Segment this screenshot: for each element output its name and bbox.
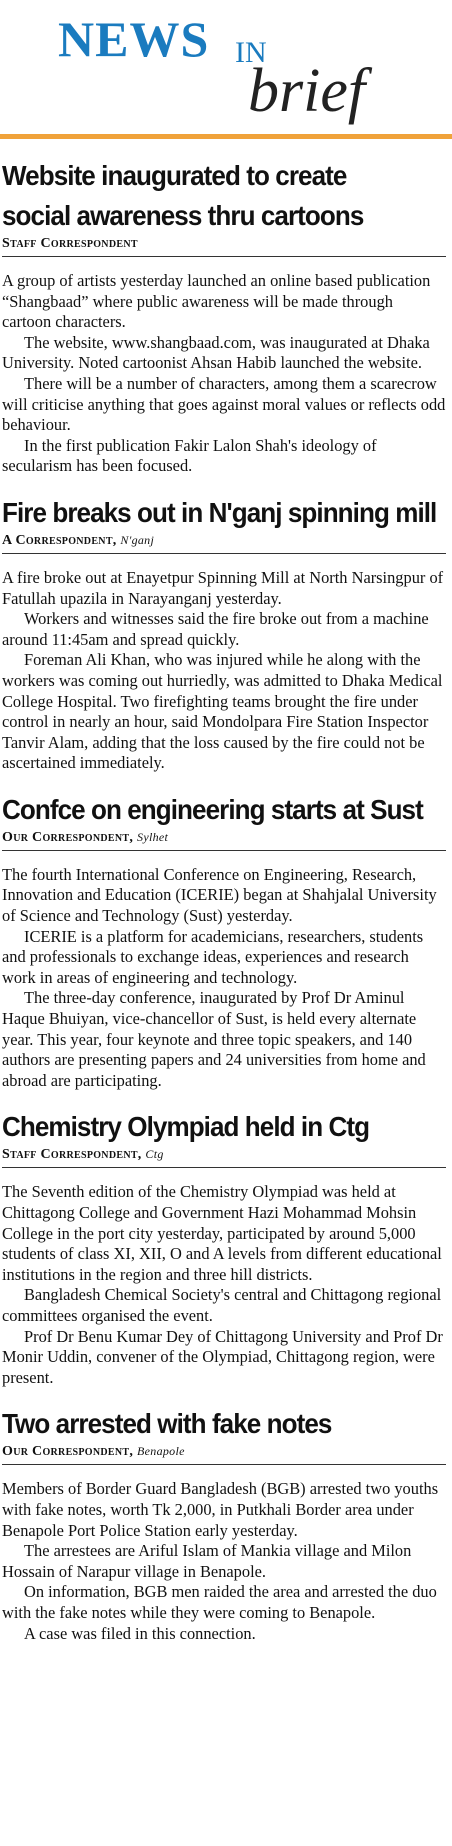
headline-line-1: Chemistry Olympiad held in Ctg — [2, 1111, 370, 1143]
byline — [2, 236, 446, 257]
byline — [2, 533, 446, 554]
byline — [2, 830, 446, 851]
byline-author: Staff Correspondent, — [2, 1147, 142, 1163]
masthead-news: NEWS — [58, 11, 210, 67]
byline-author: Staff Correspondent — [2, 236, 138, 251]
article-paragraph: Prof Dr Benu Kumar Dey of Chittagong University and Prof Dr Monir Uddin, convener of the Olympiad, Chittagong region, were present. — [2, 1326, 443, 1387]
byline-place: Sylhet — [137, 829, 169, 844]
article-paragraph: A case was filed in this connection. — [24, 1623, 256, 1643]
byline — [2, 1147, 446, 1168]
masthead-rule — [0, 134, 452, 139]
headline-line-1: Fire breaks out in N'ganj spinning mill — [2, 496, 437, 528]
masthead-in: IN — [235, 36, 267, 69]
article-paragraph: A fire broke out at Enayetpur Spinning Mill at North Narsingpur of Fatullah upazila in Narayanganj yesterday. — [2, 567, 444, 608]
article-paragraph: A group of artists yesterday launched an online based publication “Shangbaad” where public awareness will be made through cartoon characters. — [2, 271, 431, 332]
article-paragraph: On information, BGB men raided the area and arrested the duo with the fake notes while they were coming to Benapole. — [2, 1582, 437, 1622]
byline-author: A Correspondent, — [2, 532, 117, 548]
article-paragraph: Bangladesh Chemical Society's central and Chittagong regional committees organised the event. — [2, 1285, 442, 1325]
byline-author: Our Correspondent, — [2, 1444, 134, 1460]
article-paragraph: The three-day conference, inaugurated by Prof Dr Aminul Haque Bhuiyan, vice-chancellor of Sust, is held every alternate year. This year, four keynote and three topic speakers, and 140 authors are presenting papers and 24 universities from home and abroad are participating. — [2, 988, 426, 1090]
headline-line-1: Two arrested with fake notes — [2, 1408, 332, 1440]
article-paragraph: ICERIE is a platform for academicians, researchers, students and professionals to exchange ideas, experiences and research work in areas of engineering and technology. — [2, 926, 424, 987]
article-paragraph: Workers and witnesses said the fire broke out from a machine around 11:45am and spread quickly. — [2, 609, 429, 649]
article-paragraph: Members of Border Guard Bangladesh (BGB) arrested two youths with fake notes, worth Tk 2,000, in Putkhali Border area under Benapole Port Police Station early yesterday. — [2, 1479, 439, 1540]
byline-place: Benapole — [137, 1444, 185, 1459]
headline-line-2: social awareness thru cartoons — [2, 200, 364, 231]
article-paragraph: In the first publication Fakir Lalon Shah's ideology of secularism has been focused. — [2, 435, 377, 476]
article-chemistry-olympiad — [0, 1107, 452, 1388]
article-fake-notes-arrest — [0, 1404, 452, 1644]
byline-place: Ctg — [145, 1147, 164, 1162]
masthead — [0, 0, 452, 140]
byline — [2, 1444, 446, 1465]
headline-line-1: Confce on engineering starts at Sust — [2, 793, 423, 825]
article-paragraph: The website, www.shangbaad.com, was inaugurated at Dhaka University. Noted cartoonist Ahsan Habib launched the website. — [2, 332, 430, 373]
article-engineering-conference — [0, 790, 452, 1092]
article-website-cartoons — [0, 156, 452, 477]
headline-line-1: Website inaugurated to create — [2, 160, 347, 191]
byline-author: Our Correspondent, — [2, 829, 134, 845]
article-paragraph: Foreman Ali Khan, who was injured while he along with the workers was coming out hurriedly, was admitted to Dhaka Medical College Hospital. Two firefighting teams brought the fire under control in nearly an hour, said Mondolpara Fire Station Inspector Tanvir Alam, adding that the loss caused by the fire could not be ascertained immediately. — [2, 650, 443, 773]
article-paragraph: There will be a number of characters, among them a scarecrow will criticise anything that goes against moral values or reflects odd behaviour. — [2, 373, 446, 435]
article-paragraph: The arrestees are Ariful Islam of Mankia village and Milon Hossain of Narapur village in Benapole. — [2, 1541, 412, 1581]
byline-place: N'ganj — [120, 532, 155, 547]
article-fire-spinning-mill — [0, 493, 452, 774]
article-paragraph: The fourth International Conference on Engineering, Research, Innovation and Education (ICERIE) began at Shahjalal University of Science and Technology (Sust) yesterday. — [2, 864, 437, 926]
article-paragraph: The Seventh edition of the Chemistry Olympiad was held at Chittagong College and Government Hazi Mohammad Mohsin College in the port city yesterday, participated by around 5,000 students of class XI, XII, O and A levels from different educational institutions in the region and three hill districts. — [2, 1182, 442, 1284]
masthead-brief: brief — [248, 57, 366, 125]
